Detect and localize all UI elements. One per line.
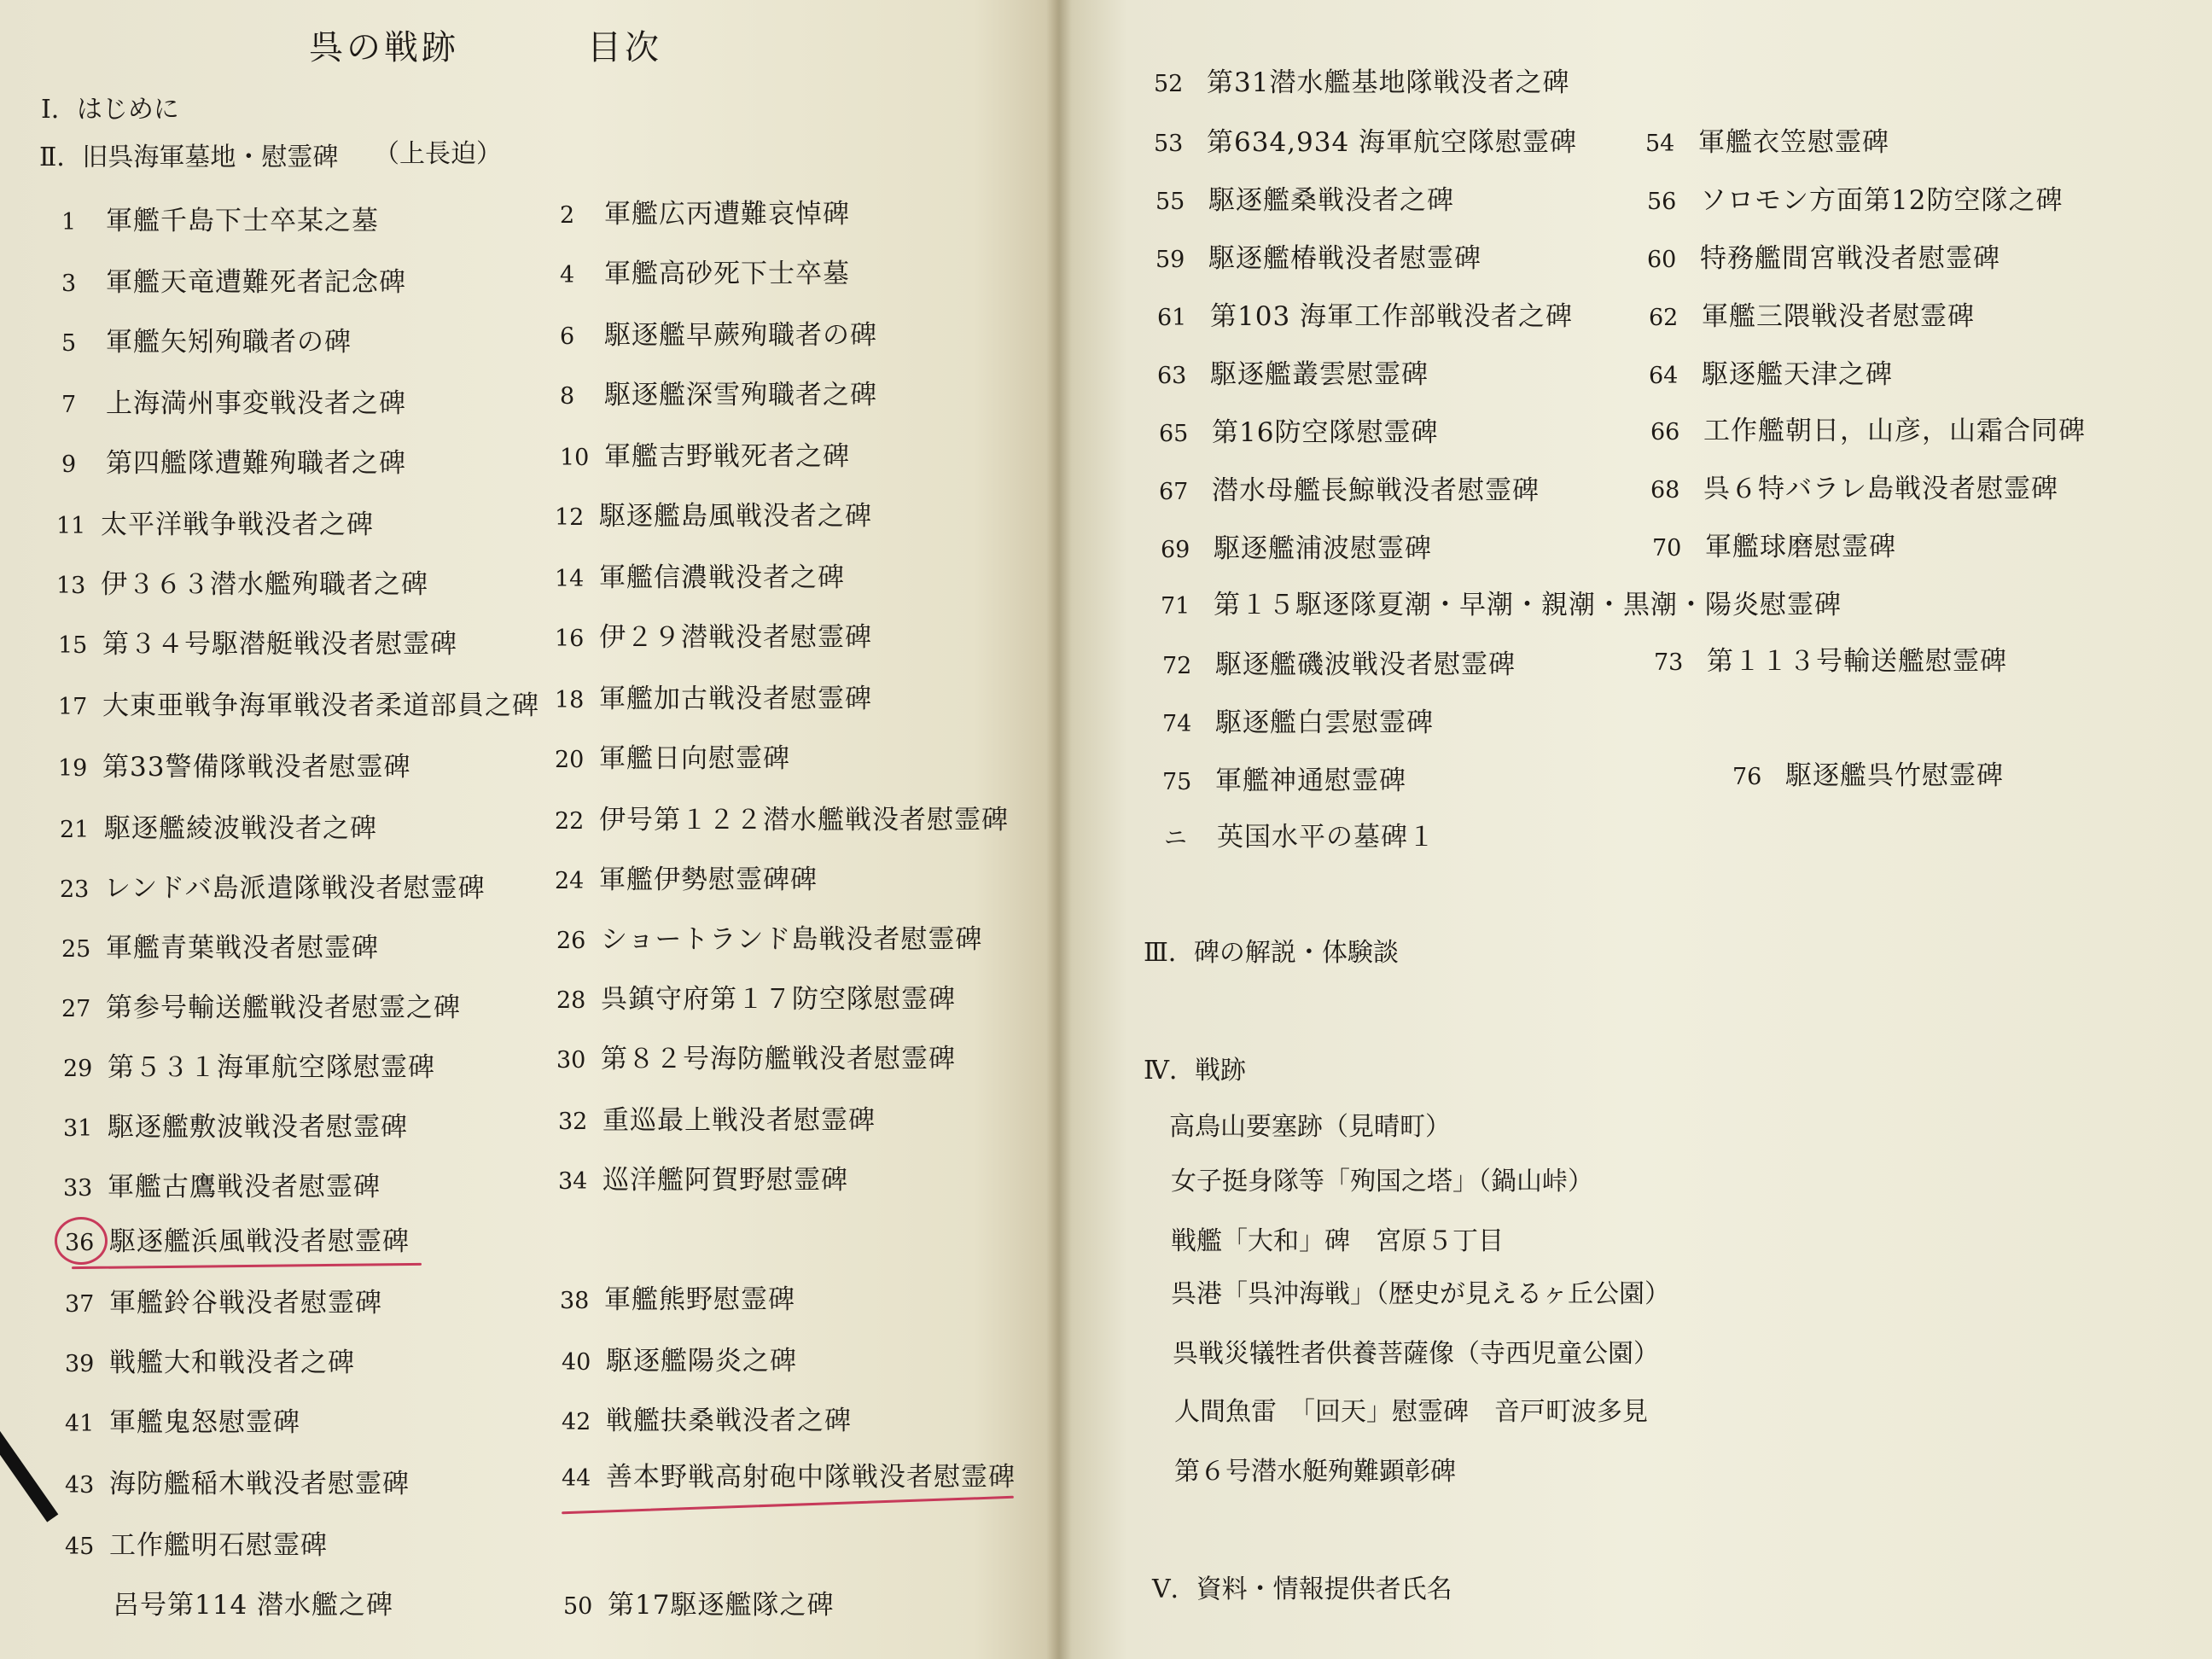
entry-label: 軍艦鬼怒慰霊碑 [109,1407,300,1438]
list-item [1647,243,2000,274]
entry-label: 軍艦三隈戦没者慰霊碑 [1702,301,1975,332]
war-site-item: 女子挺身隊等「殉国之塔」（鍋山峠） [1171,1167,1593,1196]
entry-number: 27 [61,996,91,1022]
list-item [63,1174,381,1201]
right-page [1058,0,2212,1659]
entry-number: 38 [560,1288,590,1314]
entry-number: 69 [1161,537,1190,563]
entry-number: 3 [61,271,77,297]
red-pen-underline [562,1496,1014,1514]
entry-number: 42 [562,1409,591,1435]
entry-number: 8 [560,383,575,410]
entry-label: 駆逐艦磯波戦没者慰霊碑 [1215,649,1516,680]
list-item [555,807,1009,834]
entry-number: 71 [1161,593,1190,620]
list-item [1154,67,1570,98]
entry-number: 65 [1159,421,1189,447]
list-item [1650,418,2086,445]
list-item [1645,127,1889,158]
entry-number: 62 [1649,305,1679,331]
entry-number: 20 [555,747,585,773]
list-item [1732,760,2004,791]
list-item [61,448,406,479]
section-heading-war-sites: Ⅳ．戦跡 [1144,1056,1246,1086]
entry-label: 軍艦鈴谷戦没者慰霊碑 [109,1288,382,1318]
list-item [61,388,406,419]
list-item [1650,476,2058,503]
title-bar [309,20,662,69]
entry-number: 34 [558,1168,588,1195]
list-item [560,261,850,288]
list-item [555,686,872,713]
entry-label: 伊３６３潜水艦殉職者之碑 [101,569,428,600]
entry-number: 64 [1649,363,1679,389]
list-item [1647,185,2064,216]
entry-number: 28 [556,987,586,1014]
entry-label: 第16防空隊慰霊碑 [1212,417,1439,448]
entry-number: 10 [560,445,590,471]
entry-label: 駆逐艦桑戦没者之碑 [1208,185,1454,216]
entry-label: 第１５駆逐隊夏潮・早潮・親潮・黒潮・陽炎慰霊碑 [1214,590,1842,620]
list-item [1654,646,2007,677]
red-pen-underline [72,1263,422,1269]
entry-label: 軍艦伊勢慰霊碑碑 [599,864,818,895]
entry-label: 上海満州事変戦没者之碑 [106,388,406,419]
entry-number: 70 [1652,535,1682,562]
entry-label: レンドバ島派遣隊戦没者慰霊碑 [104,873,486,904]
entry-label: ソロモン方面第12防空隊之碑 [1700,185,2064,216]
entry-label: 工作艦明石慰霊碑 [109,1530,328,1561]
entry-label: 軍艦球磨慰霊碑 [1705,532,1896,562]
entry-label: 太平洋戦争戦没者之碑 [101,509,374,540]
entry-number: 43 [65,1472,95,1499]
section-heading-introduction: Ⅰ．はじめに [41,95,179,125]
war-site-item: 高鳥山要塞跡（見晴町） [1169,1112,1451,1142]
entry-label: 駆逐艦綾波戦没者之碑 [104,813,377,844]
entry-number: 30 [556,1047,586,1074]
list-item [1162,649,1516,680]
section-heading-cemetery: Ⅱ．旧呉海軍墓地・慰霊碑 [39,143,339,172]
entry-label: 第３４号駆潜艇戦没者慰霊碑 [102,629,457,660]
war-site-item: 呉戦災犠牲者供養菩薩像（寺西児童公園） [1173,1339,1659,1369]
entry-label: 第17駆逐艦隊之碑 [608,1590,835,1621]
list-item [1159,475,1540,506]
list-item [563,1592,834,1619]
ribbon-bookmark [0,1402,58,1522]
entry-number: 67 [1159,479,1189,505]
entry-number: 72 [1162,653,1192,679]
entry-label: 潜水母艦長鯨戦没者慰霊碑 [1212,475,1540,506]
entry-number: 45 [65,1534,95,1560]
entry-number: 61 [1157,305,1187,331]
entry-label: 軍艦衣笠慰霊碑 [1698,127,1889,158]
list-item [60,813,377,844]
list-item [1155,185,1454,216]
list-item [556,924,983,955]
list-item [1154,127,1578,158]
entry-number: 73 [1654,649,1684,676]
entry-number: 16 [555,626,585,652]
list-item [555,622,872,653]
entry-label: 軍艦信濃戦没者之碑 [599,562,845,593]
entry-label: 大東亜戦争海軍戦没者柔道部員之碑 [102,690,539,721]
entry-number: 41 [65,1411,95,1437]
list-item [555,864,818,895]
entry-number: 7 [61,392,77,418]
list-item [58,754,410,781]
entry-number: 15 [58,632,88,659]
entry-number: 33 [63,1175,93,1202]
entry-number: 75 [1162,769,1192,795]
entry-label: 軍艦天竜遭難死者記念碑 [106,267,406,298]
entry-number: 53 [1154,131,1184,157]
entry-number: 66 [1650,419,1680,445]
list-item [1162,707,1434,738]
list-item [65,1290,382,1317]
entry-number: 76 [1732,764,1762,790]
entry-label: 駆逐艦浦波慰霊碑 [1214,533,1432,564]
entry-number: 55 [1155,189,1185,215]
list-item [61,329,352,356]
entry-number: 9 [61,451,77,478]
entry-number: 36 [65,1230,95,1256]
entry-label: 第５３１海軍航空隊慰霊碑 [108,1052,435,1083]
list-item [555,562,845,593]
list-item [61,208,379,235]
entry-label: 伊号第１２２潜水艦戦没者慰霊碑 [599,805,1009,835]
list-item [556,984,956,1015]
entry-label: 戦艦大和戦没者之碑 [109,1348,355,1378]
entry-label: 駆逐艦深雪殉職者之碑 [604,380,877,410]
entry-number: 63 [1157,363,1187,389]
list-item [562,1408,852,1435]
list-item [1161,533,1432,564]
entry-number: 60 [1647,247,1677,273]
list-item [61,267,406,298]
entry-label: 軍艦古鷹戦没者慰霊碑 [108,1172,381,1202]
entry-number: 2 [560,202,575,229]
entry-number: 74 [1162,711,1192,737]
entry-label: 軍艦神通慰霊碑 [1215,765,1406,796]
entry-label: 第参号輸送艦戦没者慰霊之碑 [106,992,461,1023]
entry-number: 4 [560,262,575,288]
entry-label: 軍艦吉野戦死者之碑 [604,441,850,472]
section-location: （上長迫） [374,139,502,169]
entry-number: 50 [563,1593,593,1620]
list-item [1161,592,1842,619]
entry-label: 海防艦稲木戦没者慰霊碑 [109,1469,410,1499]
list-item [560,201,850,228]
entry-label: 駆逐艦敷波戦没者慰霊碑 [108,1112,408,1143]
list-item [1159,417,1439,448]
list-item [1649,359,1893,390]
entry-number: 39 [65,1351,95,1377]
entry-label: 軍艦日向慰霊碑 [599,743,790,774]
list-item [65,1471,410,1498]
entry-number: 25 [61,936,91,963]
entry-number: 32 [558,1109,588,1135]
entry-number: 21 [60,817,90,843]
entry-label: 駆逐艦天津之碑 [1702,359,1893,390]
entry-label: 重巡最上戦没者慰霊碑 [602,1105,876,1136]
list-item [1155,243,1481,274]
toc-heading: 目次 [587,28,662,67]
entry-number: 23 [60,876,90,903]
list-item [1164,824,1435,851]
entry-label: 駆逐艦叢雲慰霊碑 [1210,359,1429,390]
entry-number: 31 [63,1115,93,1142]
entry-label: 伊２９潜戦没者慰霊碑 [599,622,872,653]
entry-number: 17 [58,694,88,720]
list-item [1157,359,1429,390]
list-item [65,1350,355,1377]
entry-label: ショートランド島戦没者慰霊碑 [601,924,983,955]
list-item [558,1105,876,1136]
entry-label: 軍艦青葉戦没者慰霊碑 [106,933,379,963]
entry-label: 駆逐艦陽炎之碑 [606,1346,797,1377]
entry-label: 第四艦隊遭難殉職者之碑 [106,448,406,479]
entry-number: 52 [1154,71,1184,97]
entry-label: 軍艦高砂死下士卒墓 [604,259,850,289]
entry-number: 68 [1650,477,1680,504]
entry-label: 第31潜水艦基地隊戦没者之碑 [1207,67,1570,98]
entry-label: 軍艦熊野慰霊碑 [604,1284,795,1315]
entry-label: 第634,934 海軍航空隊慰霊碑 [1207,127,1578,158]
section-heading-commentary: Ⅲ．碑の解説・体験談 [1144,938,1399,968]
entry-label: 特務艦間宮戦没者慰霊碑 [1700,243,2000,274]
war-site-item: 第６号潜水艇殉難顕彰碑 [1174,1457,1456,1487]
list-item [1649,301,1975,332]
entry-number: 5 [61,330,77,357]
list-item [560,1284,795,1315]
war-site-item: 呉港「呉沖海戦」（歴史が見えるヶ丘公園） [1171,1279,1670,1309]
entry-label: 呂号第114 潜水艦之碑 [113,1590,394,1621]
entry-number: 22 [555,808,585,835]
entry-number: ニ [1164,825,1187,852]
list-item [555,743,790,774]
entry-number: 1 [61,209,77,236]
list-item-highlighted [65,1226,410,1257]
list-item [1157,301,1574,332]
entry-label: 英国水平の墓碑１ [1217,822,1435,853]
left-page [0,0,1058,1659]
entry-number: 59 [1155,247,1185,273]
entry-label: 善本野戦高射砲中隊戦没者慰霊碑 [606,1462,1016,1493]
list-item [63,1052,435,1083]
entry-label: 工作艦朝日，山彦，山霜合同碑 [1703,416,2086,446]
entry-label: 第33警備隊戦没者慰霊碑 [102,752,411,783]
entry-number: 37 [65,1291,95,1318]
entry-label: 軍艦広丙遭難哀悼碑 [604,199,850,230]
list-item [61,935,379,962]
entry-label: 第103 海軍工作部戦没者之碑 [1210,301,1574,332]
list-item [58,690,539,721]
war-site-item: 戦艦「大和」碑 宮原５丁目 [1171,1226,1504,1256]
entry-number: 40 [562,1349,591,1376]
list-item [65,1530,328,1561]
entry-number: 29 [63,1056,93,1082]
entry-label: 駆逐艦白雲慰霊碑 [1215,707,1434,738]
book-gutter [1046,0,1072,1659]
list-item [60,873,486,904]
book-title: 呉の戦跡 [309,28,459,67]
entry-number: 19 [58,755,88,782]
list-item [560,441,850,472]
list-item [56,509,374,540]
entry-label: 軍艦千島下士卒某之墓 [106,206,379,236]
list-item [560,320,877,351]
red-pen-circle-mark [55,1217,108,1265]
entry-number: 44 [562,1465,591,1492]
list-item [61,992,461,1023]
entry-label: 駆逐艦島風戦没者之碑 [599,501,872,532]
entry-number: 26 [556,928,586,954]
list-item [562,1348,797,1375]
list-item-highlighted [562,1464,1016,1491]
entry-number: 56 [1647,189,1677,215]
entry-label: 呉鎮守府第１７防空隊慰霊碑 [601,984,956,1015]
entry-number: 13 [56,573,86,599]
list-item [58,629,457,660]
entry-label: 呉６特バラレ島戦没者慰霊碑 [1703,474,2058,504]
list-item [558,1167,848,1194]
entry-label: 駆逐艦椿戦没者慰霊碑 [1208,243,1481,274]
list-item [56,569,428,600]
entry-number: 12 [555,504,585,531]
entry-number: 6 [560,323,575,350]
entry-number: 18 [555,687,585,713]
entry-label: 巡洋艦阿賀野慰霊碑 [602,1165,848,1196]
entry-label: 第８２号海防艦戦没者慰霊碑 [601,1044,956,1074]
list-item [560,382,877,409]
list-item [556,1046,956,1073]
entry-number: 14 [555,566,585,592]
list-item [63,1112,408,1143]
entry-label: 第１１３号輸送艦慰霊碑 [1707,646,2007,677]
list-item [1652,534,1896,561]
entry-label: 駆逐艦早蕨殉職者の碑 [604,320,877,351]
entry-label: 駆逐艦呉竹慰霊碑 [1785,760,2004,791]
list-item [65,1407,300,1438]
entry-label: 駆逐艦浜風戦没者慰霊碑 [109,1226,410,1257]
war-site-item: 人間魚雷 「回天」慰霊碑 音戸町波多見 [1174,1397,1648,1427]
entry-number: 54 [1645,131,1675,157]
list-item [68,1592,393,1619]
entry-number: 11 [56,513,86,539]
entry-label: 軍艦加古戦没者慰霊碑 [599,684,872,714]
entry-label: 戦艦扶桑戦没者之碑 [606,1406,852,1436]
list-item [555,501,872,532]
entry-label: 軍艦矢矧殉職者の碑 [106,327,352,358]
entry-number: 24 [555,868,585,894]
list-item [1162,765,1406,796]
section-heading-sources: Ⅴ．資料・情報提供者氏名 [1152,1575,1452,1604]
